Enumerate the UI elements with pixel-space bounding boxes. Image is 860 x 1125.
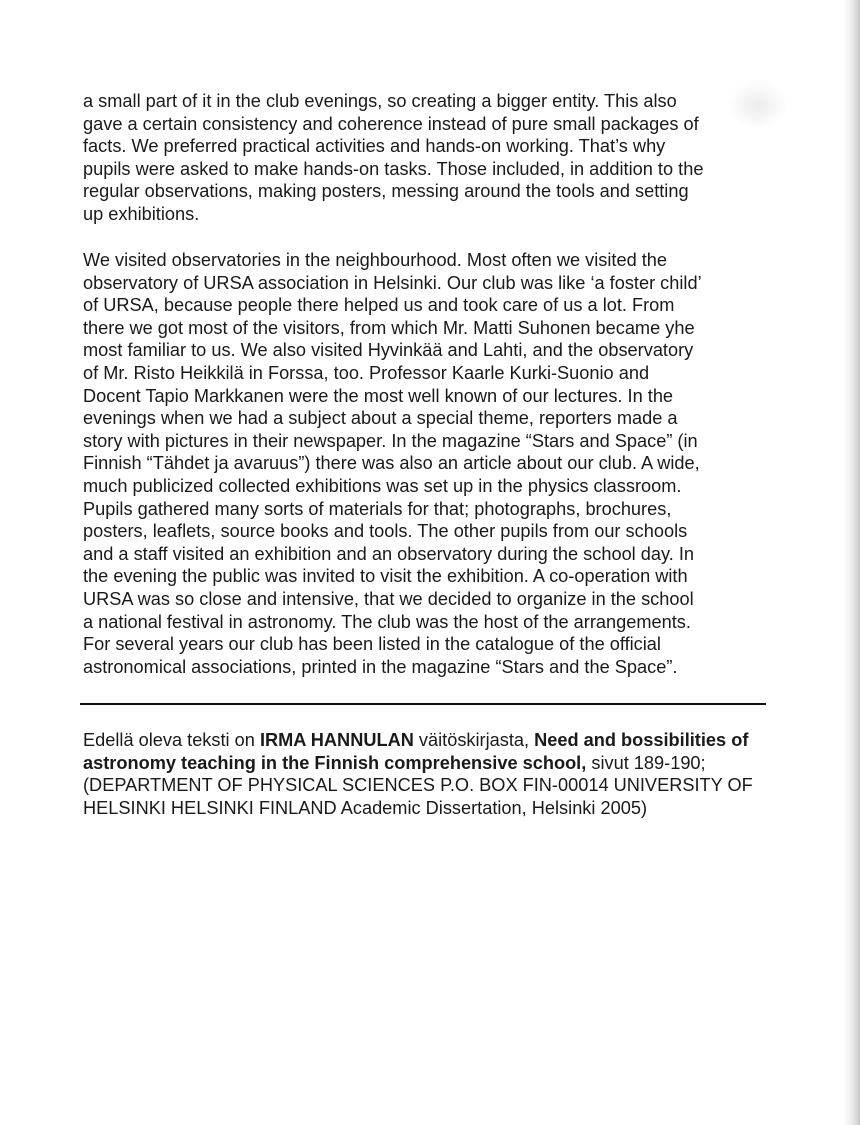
body-paragraph-1: a small part of it in the club evenings, so creating a bigger entity. This also gave a certain consistency and coherence instead of pure small packages of facts. We preferred practical activities and hands-on working. That’s why pupils were asked to make hands-on tasks. Those included, in addition to the regular observations, making posters, messing around the tools and setting up exhibitions. xyxy=(83,91,704,224)
citation-author: IRMA HANNULAN xyxy=(259,730,414,750)
section-divider xyxy=(80,703,766,705)
citation-pages: sivut 189-190; (DEPARTMENT OF PHYSICAL SCIENCES P.O. BOX FIN-00014 UNIVERSITY OF HELSINKI HELSINKI FINLAND Academic Dissertation, Helsinki 2005) xyxy=(83,752,753,818)
citation-source-word: väitöskirjasta, xyxy=(413,730,535,750)
citation-title: Need and bossibilities of astronomy teaching in the Finnish comprehensive school, xyxy=(83,730,749,773)
citation-intro: Edellä oleva teksti on xyxy=(83,730,260,750)
scan-edge-shadow xyxy=(842,0,860,1125)
citation-paragraph xyxy=(83,729,783,819)
body-paragraph-2: We visited observatories in the neighbourhood. Most often we visited the observatory of URSA association in Helsinki. Our club was like ‘a foster child’ of URSA, because people there helped us and took care of us a lot. From there we got most of the visitors, from which Mr. Matti Suhonen became yhe most familiar to us. We also visited Hyvinkää and Lahti, and the observatory of Mr. Risto Heikkilä in Forssa, too. Professor Kaarle Kurki-Suonio and Docent Tapio Markkanen were the most well known of our lectures. In the evenings when we had a subject about a special theme, reporters made a story with pictures in their newspaper. In the magazine “Stars and Space” (in Finnish “Tähdet ja avaruus”) there was also an article about our club. A wide, much publicized collected exhibitions was set up in the physics classroom. Pupils gathered many sorts of materials for that; photographs, brochures, posters, leaflets, source books and tools. The other pupils from our schools and a staff visited an exhibition and an observatory during the school day. In the evening the public was invited to visit the exhibition. A co-operation with URSA was so close and intensive, that we decided to organize in the school a national festival in astronomy. The club was the host of the arrangements. For several years our club has been listed in the catalogue of the official astronomical associations, printed in the magazine “Stars and the Space”. xyxy=(83,250,702,677)
